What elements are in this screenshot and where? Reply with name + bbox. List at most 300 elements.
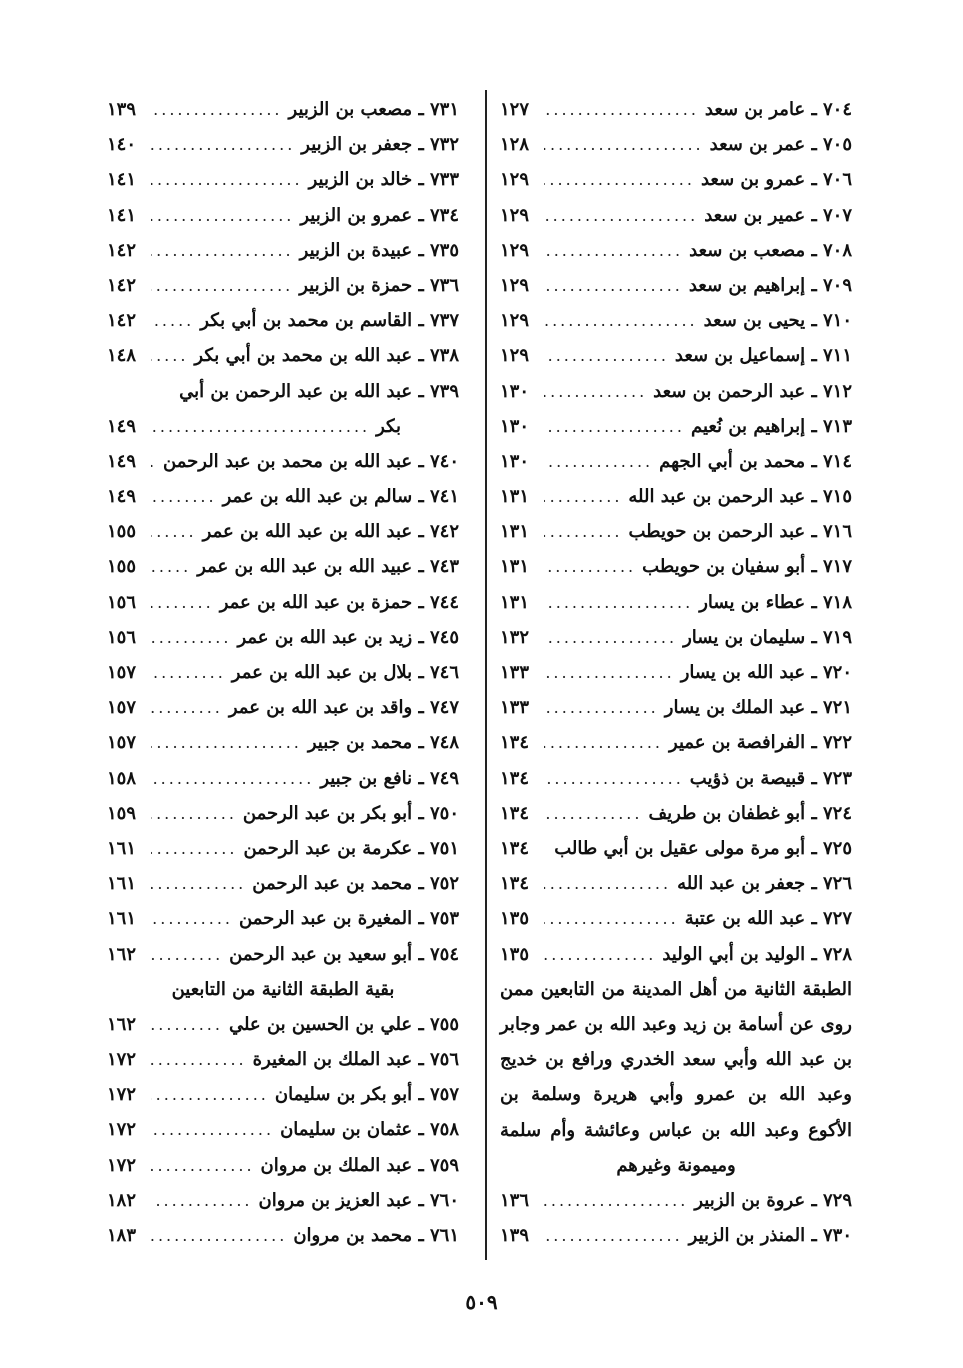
index-entry <box>500 127 852 162</box>
entry-number: ٧٢٤ <box>822 802 852 824</box>
entry-title: علي بن الحسين بن علي <box>228 1013 413 1035</box>
index-entry <box>107 1148 459 1183</box>
index-entry <box>107 162 459 197</box>
entry-page: ١٤١ <box>107 204 137 226</box>
leader-dots <box>151 831 237 866</box>
index-entry <box>107 585 459 620</box>
entry-number: ٧٢٣ <box>822 767 852 789</box>
leader-dots <box>544 409 685 444</box>
entry-title: عبد الله بن محمد بن أبي بكر <box>194 345 413 367</box>
right-entries-bottom <box>500 1183 852 1253</box>
index-entry <box>500 162 852 197</box>
entry-page: ١٦١ <box>107 908 137 930</box>
leader-dots <box>544 233 683 268</box>
entry-title: عبد الرحمن بن حويطب <box>628 521 806 543</box>
entry-name: ٧٥٨ ـ عثمان بن سليمان <box>280 1119 459 1141</box>
entry-title: يحيى بن سعد <box>703 310 806 332</box>
leader-dots <box>151 655 226 690</box>
subheading: بقية الطبقة الثانية من التابعين <box>171 978 395 1000</box>
leader-dots <box>544 796 642 831</box>
index-entry <box>107 1077 459 1112</box>
index-entry <box>107 901 459 936</box>
entry-name: بكر <box>376 415 401 437</box>
leader-dots <box>544 761 684 796</box>
entry-name: ٧٢٥ ـ أبو مرة مولى عقيل بن أبي طالب <box>554 837 852 859</box>
entry-name: ٧٥٠ ـ أبو بكر بن عبد الرحمن <box>242 802 459 824</box>
entry-title: عبيدة بن الزبير <box>299 239 413 261</box>
entry-name: ٧١١ ـ إسماعيل بن سعد <box>674 345 852 367</box>
leader-dots <box>544 1218 683 1253</box>
entry-number: ٧٥٩ <box>429 1154 459 1176</box>
entry-number: ٧٢١ <box>822 697 852 719</box>
index-entry <box>107 1112 459 1147</box>
entry-number: ٧٥٤ <box>429 943 459 965</box>
entry-name: ٧٣٦ ـ حمزة بن الزبير <box>299 274 459 296</box>
leader-dots <box>544 901 679 936</box>
leader-dots <box>151 127 295 162</box>
entry-number: ٧٤٦ <box>429 662 459 683</box>
entry-name: ٧١٥ ـ عبد الرحمن بن عبد الله <box>628 486 852 508</box>
entry-page: ١٣٥ <box>500 943 530 965</box>
index-entry <box>500 374 852 409</box>
entry-name: ٧٢٤ ـ أبو غطفان بن طريف <box>648 802 852 824</box>
entry-page: ١٣٩ <box>500 1225 530 1247</box>
entry-title: محمد بن أبي الجهم <box>659 450 806 472</box>
entry-title: المغيرة بن عبد الرحمن <box>239 908 413 930</box>
leader-dots <box>544 444 653 479</box>
entry-number: ٧٦١ <box>429 1225 459 1246</box>
entry-page: ١٣٩ <box>107 99 137 120</box>
entry-number: ٧٥٧ <box>429 1084 459 1106</box>
entry-name: ٧٢٩ ـ عروة بن الزبير <box>694 1189 852 1211</box>
entry-number: ٧١٣ <box>822 415 852 437</box>
entry-number: ٧١٠ <box>822 310 852 332</box>
entry-page: ١٤٢ <box>107 274 137 296</box>
entry-number: ٧٥٢ <box>429 873 459 895</box>
entry-page: ١٤٨ <box>107 345 137 367</box>
leader-dots <box>151 585 214 620</box>
left-column <box>107 92 459 1253</box>
entry-name: ٧١٤ ـ محمد بن أبي الجهم <box>659 450 852 472</box>
entry-number: ٧٣٥ <box>429 239 459 261</box>
entry-name: ٧٣١ ـ مصعب بن الزبير <box>288 99 459 120</box>
entry-number: ٧٢٦ <box>822 873 852 895</box>
entry-page: ١٥٨ <box>107 767 137 789</box>
leader-dots <box>544 338 669 373</box>
right-column <box>500 92 852 1253</box>
leader-dots <box>151 479 217 514</box>
leader-dots <box>151 620 231 655</box>
entry-number: ٧٣٢ <box>429 134 459 156</box>
entry-number: ٧٤١ <box>429 486 459 508</box>
entry-name: ٧٢٦ ـ جعفر بن عبد الله <box>677 873 852 895</box>
entry-page: ١٢٩ <box>500 169 530 191</box>
entry-number: ٧٣٠ <box>822 1225 852 1247</box>
leader-dots <box>151 761 314 796</box>
entry-name: ٧١٣ ـ إبراهيم بن نُعيم <box>690 415 852 437</box>
entry-number: ٧٥٦ <box>429 1049 459 1071</box>
index-entry <box>107 549 459 584</box>
entry-name: ٧٤٠ ـ عبد الله بن محمد بن عبد الرحمن <box>163 450 459 472</box>
entry-number: ٧٥٥ <box>429 1013 459 1035</box>
index-entry <box>107 1007 459 1042</box>
leader-dots <box>151 866 246 901</box>
entry-page: ١٧٢ <box>107 1154 137 1176</box>
entry-number: ٧١٩ <box>822 626 852 648</box>
entry-page: ١٥٥ <box>107 521 137 543</box>
entry-page: ١٧٢ <box>107 1119 137 1141</box>
leader-dots <box>544 690 659 725</box>
entry-title: عبد الله بن عبد الله بن عمر <box>202 521 413 543</box>
index-entry <box>107 198 459 233</box>
entry-name: ٧٣٤ ـ عمرو بن الزبير <box>300 204 459 226</box>
entry-number: ٧٢٠ <box>822 662 852 683</box>
entry-title: أبو بكر بن عبد الرحمن <box>242 802 413 824</box>
leader-dots <box>151 796 237 831</box>
wrapped-entry-line2 <box>107 409 459 444</box>
entry-page: ١٣٤ <box>500 873 530 895</box>
entry-title: عمرو بن الزبير <box>300 204 413 226</box>
entry-page: ١٣٠ <box>500 380 530 402</box>
leader-dots <box>544 268 683 303</box>
entry-title: عبيد الله بن عبد الله بن عمر <box>197 556 413 578</box>
entry-page: ١٣٣ <box>500 697 530 719</box>
entry-title: عبد الله بن محمد بن عبد الرحمن <box>163 450 413 472</box>
index-entry <box>107 303 459 338</box>
entry-number: ٧٥٠ <box>429 802 459 824</box>
entry-page: ١٣١ <box>500 521 530 543</box>
leader-dots <box>151 1112 274 1147</box>
entry-number: ٧٢٩ <box>822 1189 852 1211</box>
entry-name: ٧٤٦ ـ بلال بن عبد الله بن عمر <box>231 662 459 683</box>
entry-title: عمرو بن سعد <box>700 169 806 191</box>
entry-number: ٧٠٦ <box>822 169 852 191</box>
entry-title: سالم بن عبد الله بن عمر <box>222 486 413 508</box>
entry-number: ٧١٦ <box>822 521 852 543</box>
leader-dots <box>151 338 188 373</box>
entry-page: ١٢٩ <box>500 310 530 332</box>
entry-title: نافع بن جبير <box>320 767 413 789</box>
index-entry <box>107 127 459 162</box>
entry-page: ١٣٠ <box>500 450 530 472</box>
entry-title: عامر بن سعد <box>704 99 806 120</box>
entry-name: ٧١٧ ـ أبو سفيان بن حويطب <box>642 556 852 578</box>
index-entry <box>107 92 459 127</box>
leader-dots <box>544 374 647 409</box>
entry-title: محمد بن جبير <box>307 732 413 754</box>
index-entry <box>500 690 852 725</box>
leader-dots <box>151 444 157 479</box>
leader-dots <box>544 514 623 549</box>
index-entry <box>107 866 459 901</box>
entry-page: ١٣٤ <box>500 732 530 754</box>
leader-dots <box>151 725 302 760</box>
entry-number: ٧٢٧ <box>822 908 852 930</box>
entry-page: ١٤٢ <box>107 310 137 332</box>
entry-name: ٧١٨ ـ عطاء بن يسار <box>699 591 852 613</box>
entry-page: ١٥٩ <box>107 802 137 824</box>
column-divider <box>485 90 487 1260</box>
entry-title: أبو سعيد بن عبد الرحمن <box>229 943 413 965</box>
entry-name: ٧٥٢ ـ محمد بن عبد الرحمن <box>252 873 459 895</box>
entry-number: ٧٥٣ <box>429 908 459 930</box>
entry-name: ٧٤٥ ـ زيد بن عبد الله بن عمر <box>237 626 459 648</box>
entry-title: محمد بن مروان <box>293 1225 413 1246</box>
index-entry <box>500 233 852 268</box>
leader-dots <box>544 303 698 338</box>
entry-number: ٧١٢ <box>822 380 852 402</box>
index-entry <box>107 1042 459 1077</box>
entry-number: ٧٠٩ <box>822 274 852 296</box>
leader-dots <box>544 655 675 690</box>
index-entry <box>500 549 852 584</box>
index-entry <box>107 1183 459 1218</box>
entry-title: جعفر بن عبد الله <box>677 873 806 895</box>
leader-dots <box>544 725 663 760</box>
leader-dots <box>151 409 370 444</box>
entry-title: القاسم بن محمد بن أبي بكر <box>200 310 413 332</box>
entry-name: ٧٠٤ ـ عامر بن سعد <box>704 99 852 120</box>
entry-page: ١٦١ <box>107 873 137 895</box>
index-entry <box>500 338 852 373</box>
entry-page: ١٦١ <box>107 837 137 859</box>
leader-dots <box>151 901 233 936</box>
entry-title: عبد الله بن يسار <box>680 662 806 683</box>
entry-page: ١٧٢ <box>107 1049 137 1071</box>
entry-page: ١٣٦ <box>500 1189 530 1211</box>
entry-title: المنذر بن الزبير <box>688 1225 806 1247</box>
entry-page: ١٣٤ <box>500 802 530 824</box>
entry-page: ١٤٩ <box>107 450 137 472</box>
entry-title: عمر بن سعد <box>709 134 806 156</box>
entry-number: ٧١٥ <box>822 486 852 508</box>
entry-number: ٧٠٨ <box>822 239 852 261</box>
entry-name: ٧٣٧ ـ القاسم بن محمد بن أبي بكر <box>200 310 459 332</box>
leader-dots <box>544 198 698 233</box>
leader-dots <box>151 303 194 338</box>
entry-page: ١٤٩ <box>107 415 137 437</box>
left-entries-top <box>107 92 459 374</box>
entry-name: ٧٤٤ ـ حمزة بن عبد الله بن عمر <box>219 591 459 613</box>
entry-number: ٧٠٧ <box>822 204 852 226</box>
index-entry <box>500 761 852 796</box>
entry-title: مصعب بن سعد <box>689 239 806 261</box>
entry-number: ٧٤٥ <box>429 626 459 648</box>
index-entry <box>500 514 852 549</box>
entry-page: ١٢٧ <box>500 99 530 120</box>
entry-title: محمد بن عبد الرحمن <box>252 873 413 895</box>
entry-page: ١٣٠ <box>500 415 530 437</box>
entry-title: عبد الرحمن بن سعد <box>653 380 806 402</box>
entry-page: ١٢٨ <box>500 134 530 156</box>
index-entry <box>500 92 852 127</box>
entry-number: ٧٣٤ <box>429 204 459 226</box>
index-entry <box>500 198 852 233</box>
entry-page: ١٢٩ <box>500 274 530 296</box>
index-entry <box>107 725 459 760</box>
entry-title: أبو غطفان بن طريف <box>648 802 806 824</box>
entry-page: ١٣١ <box>500 556 530 578</box>
entry-title: مصعب بن الزبير <box>288 99 413 120</box>
entry-name: ٧٠٨ ـ مصعب بن سعد <box>689 239 852 261</box>
leader-dots <box>151 233 294 268</box>
entry-title: إبراهيم بن سعد <box>688 274 806 296</box>
entry-name: ٧٣٨ ـ عبد الله بن محمد بن أبي بكر <box>194 345 459 367</box>
index-entry <box>107 937 459 972</box>
index-entry <box>107 761 459 796</box>
entry-page: ١٥٧ <box>107 662 137 683</box>
entry-name: ٧١٦ ـ عبد الرحمن بن حويطب <box>628 521 852 543</box>
entry-title: عروة بن الزبير <box>694 1189 806 1211</box>
entry-name: ٧٣٢ ـ جعفر بن الزبير <box>301 134 459 156</box>
index-entry <box>107 690 459 725</box>
entry-page: ١٧٢ <box>107 1084 137 1106</box>
entry-name: ٧٤٣ ـ عبيد الله بن عبد الله بن عمر <box>197 556 459 578</box>
entry-page: ١٤٠ <box>107 134 137 156</box>
entry-name: ٧٣٥ ـ عبيدة بن الزبير <box>299 239 459 261</box>
index-entry <box>500 479 852 514</box>
entry-name: ٧٣٩ ـ عبد الله بن عبد الرحمن بن أبي <box>179 380 459 402</box>
entry-title: الوليد بن أبي الوليد <box>662 943 806 965</box>
index-entry <box>107 1218 459 1253</box>
entry-page: ١٤٢ <box>107 239 137 261</box>
entry-name: ٧٤٧ ـ واقد بن عبد الله بن عمر <box>228 697 459 719</box>
index-entry <box>107 338 459 373</box>
entry-title: قبيصة بن ذؤيب <box>689 767 806 789</box>
entry-number: ٧٤٤ <box>429 591 459 613</box>
entry-page: ١٥٦ <box>107 591 137 613</box>
index-entry <box>107 796 459 831</box>
entry-name: ٧٥١ ـ عكرمة بن عبد الرحمن <box>243 837 459 859</box>
entry-title: الفرافصة بن عمير <box>669 732 806 754</box>
index-entry <box>500 866 852 901</box>
entry-name: ٧٠٦ ـ عمرو بن سعد <box>700 169 852 191</box>
entry-name: ٧١٢ ـ عبد الرحمن بن سعد <box>653 380 852 402</box>
entry-page: ١٤٩ <box>107 486 137 508</box>
entry-page: ١٣١ <box>500 486 530 508</box>
leader-dots <box>151 92 283 127</box>
section-heading: الطبقة الثانية من أهل المدينة من التابعين ممن روى عن أسامة بن زيد وعبد الله بن عمر وجابر بن عبد الله وأبي سعد الخدري ورافع بن خديج وعبد الله بن عمرو وأبي هريرة وسلمة بن الأكوع وعبد الله بن عباس وعائشة وأم سلمة وميمونة وغيرهم <box>500 978 852 1176</box>
index-entry <box>107 268 459 303</box>
entry-number: ٧٣٣ <box>429 169 459 191</box>
entry-number: ٧٥١ <box>429 837 459 859</box>
entry-title: أبو سفيان بن حويطب <box>642 556 806 578</box>
entry-title: خالد بن الزبير <box>308 169 413 191</box>
entry-name: ٧٦٠ ـ عبد العزيز بن مروان <box>258 1189 459 1211</box>
index-entry <box>500 831 852 866</box>
leader-dots <box>544 127 704 162</box>
leader-dots <box>151 1042 247 1077</box>
entry-title: عطاء بن يسار <box>699 591 806 613</box>
leader-dots <box>151 162 303 197</box>
leader-dots <box>151 514 197 549</box>
entry-page: ١٣٤ <box>500 837 530 859</box>
entry-title: بلال بن عبد الله بن عمر <box>231 662 413 683</box>
entry-name: ٧٥٩ ـ عبد الملك بن مروان <box>260 1154 459 1176</box>
entry-title: عبد العزيز بن مروان <box>258 1189 413 1211</box>
entry-title: عبد الله بن عتبة <box>684 908 806 930</box>
index-entry <box>500 1218 852 1253</box>
entry-title: إبراهيم بن نُعيم <box>690 415 806 437</box>
entry-number: ٧٣٧ <box>429 310 459 332</box>
left-entries-mid <box>107 444 459 972</box>
entry-number: ٧٢٨ <box>822 943 852 965</box>
index-entry <box>500 796 852 831</box>
index-entry <box>107 514 459 549</box>
index-entry <box>500 444 852 479</box>
entry-number: ٧١١ <box>822 345 852 367</box>
entry-title: عبد الملك بن المغيرة <box>252 1049 413 1071</box>
entry-name: ٧٥٥ ـ علي بن الحسين بن علي <box>228 1013 459 1035</box>
entry-number: ٧٤٨ <box>429 732 459 754</box>
entry-number: ٧٤٢ <box>429 521 459 543</box>
index-entry <box>500 937 852 972</box>
entry-name: ٧٣٣ ـ خالد بن الزبير <box>308 169 459 191</box>
index-entry <box>500 725 852 760</box>
index-entry <box>107 620 459 655</box>
entry-name: ٧٢٧ ـ عبد الله بن عتبة <box>684 908 852 930</box>
index-entry <box>107 444 459 479</box>
entry-name: ٧٤٨ ـ محمد بن جبير <box>307 732 459 754</box>
index-entry <box>107 479 459 514</box>
entry-page: ١٤١ <box>107 169 137 191</box>
page-number: ٥٠٩ <box>465 1290 498 1314</box>
entry-number: ٧٤٠ <box>429 450 459 472</box>
entry-title: عبد الملك بن يسار <box>664 697 806 719</box>
entry-title: عبد الملك بن مروان <box>260 1154 413 1176</box>
entry-page: ١٨٢ <box>107 1189 137 1211</box>
entry-name: ٧٥٤ ـ أبو سعيد بن عبد الرحمن <box>229 943 459 965</box>
index-entry <box>107 831 459 866</box>
index-entry <box>107 233 459 268</box>
entry-name: ٧١٠ ـ يحيى بن سعد <box>703 310 852 332</box>
index-entry <box>500 620 852 655</box>
entry-page: ١٢٩ <box>500 204 530 226</box>
entry-name: ٧٠٧ ـ عمير بن سعد <box>704 204 852 226</box>
entry-number: ٧٦٠ <box>429 1189 459 1211</box>
index-entry <box>500 1183 852 1218</box>
leader-dots <box>151 937 223 972</box>
entry-page: ١٣٥ <box>500 908 530 930</box>
leader-dots <box>544 1183 688 1218</box>
entry-number: ٧١٤ <box>822 450 852 472</box>
entry-name: ٧٢١ ـ عبد الملك بن يسار <box>664 697 852 719</box>
entry-number: ٧١٧ <box>822 556 852 578</box>
entry-name: ٧٤١ ـ سالم بن عبد الله بن عمر <box>222 486 459 508</box>
leader-dots <box>544 92 699 127</box>
index-entry <box>500 655 852 690</box>
leader-dots <box>151 1218 287 1253</box>
entry-name: ٧٠٩ ـ إبراهيم بن سعد <box>688 274 852 296</box>
leader-dots <box>151 268 293 303</box>
leader-dots <box>151 1148 255 1183</box>
entry-number: ٧٣٨ <box>429 345 459 367</box>
leader-dots <box>544 162 695 197</box>
entry-name: ٧٢٢ ـ الفرافصة بن عمير <box>669 732 852 754</box>
entry-name: ٧٠٥ ـ عمر بن سعد <box>709 134 852 156</box>
entry-page: ١٥٧ <box>107 697 137 719</box>
index-entry <box>500 303 852 338</box>
leader-dots <box>544 479 622 514</box>
entry-page: ١٢٩ <box>500 345 530 367</box>
entry-number: ٧٠٤ <box>822 99 852 120</box>
leader-dots <box>544 937 656 972</box>
entry-page: ١٣٣ <box>500 662 530 683</box>
index-entry <box>500 585 852 620</box>
entry-page: ١٣١ <box>500 591 530 613</box>
entry-title: زيد بن عبد الله بن عمر <box>237 626 413 648</box>
entry-name: ٧٣٠ ـ المنذر بن الزبير <box>688 1225 852 1247</box>
